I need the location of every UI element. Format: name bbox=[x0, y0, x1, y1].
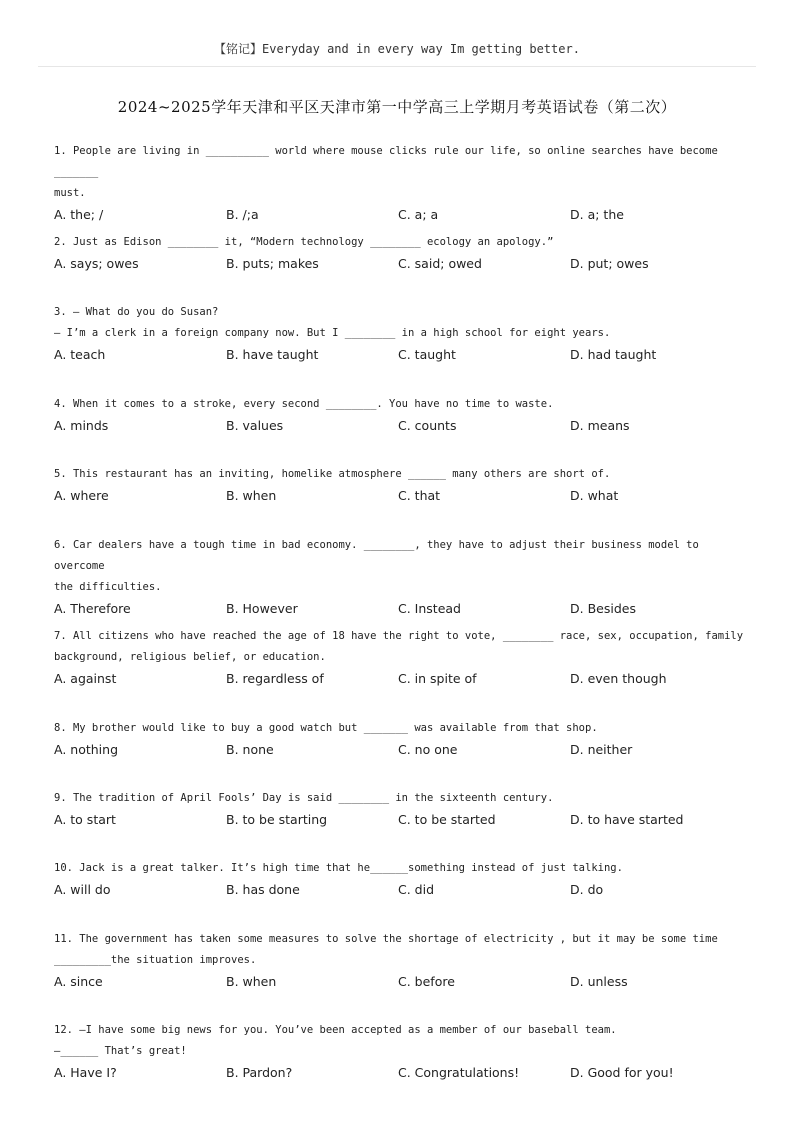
option-d: D. Good for you! bbox=[570, 1065, 674, 1080]
option-b: B. /;a bbox=[226, 207, 259, 222]
option-c: C. to be started bbox=[398, 812, 496, 827]
option-b: B. when bbox=[226, 488, 277, 503]
option-c: C. Instead bbox=[398, 601, 461, 616]
option-d: D. to have started bbox=[570, 812, 684, 827]
option-a: A. the; / bbox=[54, 207, 104, 222]
option-b: B. puts; makes bbox=[226, 256, 319, 271]
question-3 bbox=[54, 302, 744, 365]
option-d: D. do bbox=[570, 882, 604, 897]
question-stem-line: 8. My brother would like to buy a good watch but _______ was available from that shop. bbox=[54, 722, 598, 734]
option-a: A. will do bbox=[54, 882, 111, 897]
options-row bbox=[54, 205, 744, 225]
option-d: D. unless bbox=[570, 974, 628, 989]
option-b: B. However bbox=[226, 601, 298, 616]
options-row bbox=[54, 345, 744, 365]
option-b: B. has done bbox=[226, 882, 300, 897]
option-d: D. Besides bbox=[570, 601, 636, 616]
option-b: B. values bbox=[226, 418, 284, 433]
question-stem-line: 1. People are living in __________ world where mouse clicks rule our life, so online searches have become _______ bbox=[54, 145, 725, 178]
option-c: C. that bbox=[398, 488, 441, 503]
option-d: D. what bbox=[570, 488, 619, 503]
option-c: C. taught bbox=[398, 347, 456, 362]
option-a: A. Therefore bbox=[54, 601, 131, 616]
option-b: B. regardless of bbox=[226, 671, 324, 686]
option-a: A. Have I? bbox=[54, 1065, 117, 1080]
option-c: C. counts bbox=[398, 418, 457, 433]
question-stem-line: the difficulties. bbox=[54, 581, 162, 593]
page-header: 【铭记】Everyday and in every way Im getting better. bbox=[214, 42, 580, 56]
question-stem-line: — I’m a clerk in a foreign company now. But I ________ in a high school for eight years. bbox=[54, 327, 611, 339]
question-9 bbox=[54, 788, 744, 830]
option-a: A. says; owes bbox=[54, 256, 139, 271]
options-row bbox=[54, 416, 744, 436]
option-b: B. none bbox=[226, 742, 274, 757]
question-stem-line: 12. —I have some big news for you. You’ve been accepted as a member of our baseball team. bbox=[54, 1024, 617, 1036]
question-6 bbox=[54, 535, 744, 619]
question-stem-line: _________the situation improves. bbox=[54, 954, 257, 966]
option-c: C. in spite of bbox=[398, 671, 477, 686]
options-row bbox=[54, 599, 744, 619]
options-row bbox=[54, 880, 744, 900]
question-12 bbox=[54, 1020, 744, 1083]
option-a: A. minds bbox=[54, 418, 109, 433]
option-d: D. put; owes bbox=[570, 256, 649, 271]
options-row bbox=[54, 740, 744, 760]
options-row bbox=[54, 254, 744, 274]
question-5 bbox=[54, 464, 744, 506]
question-stem-line: 11. The government has taken some measures to solve the shortage of electricity , but it may be some time bbox=[54, 933, 718, 945]
option-d: D. even though bbox=[570, 671, 667, 686]
question-2 bbox=[54, 232, 744, 274]
options-row bbox=[54, 972, 744, 992]
option-c: C. before bbox=[398, 974, 455, 989]
option-a: A. to start bbox=[54, 812, 116, 827]
page-title: 2024~2025学年天津和平区天津市第一中学高三上学期月考英语试卷（第二次） bbox=[117, 98, 677, 116]
question-4 bbox=[54, 394, 744, 436]
question-stem-line: background, religious belief, or education. bbox=[54, 651, 326, 663]
question-stem-line: 6. Car dealers have a tough time in bad economy. ________, they have to adjust their business model to overcome bbox=[54, 539, 706, 572]
question-stem-line: 7. All citizens who have reached the age of 18 have the right to vote, ________ race, sex, occupation, family bbox=[54, 630, 744, 642]
option-c: C. no one bbox=[398, 742, 458, 757]
header-divider bbox=[38, 66, 756, 67]
question-stem-line: 10. Jack is a great talker. It’s high time that he______something instead of just talking. bbox=[54, 862, 623, 874]
question-8 bbox=[54, 718, 744, 760]
option-c: C. Congratulations! bbox=[398, 1065, 520, 1080]
option-a: A. against bbox=[54, 671, 117, 686]
option-c: C. a; a bbox=[398, 207, 439, 222]
options-row bbox=[54, 486, 744, 506]
option-b: B. to be starting bbox=[226, 812, 328, 827]
option-b: B. when bbox=[226, 974, 277, 989]
question-10 bbox=[54, 858, 744, 900]
option-b: B. have taught bbox=[226, 347, 319, 362]
question-1 bbox=[54, 141, 744, 225]
option-d: D. neither bbox=[570, 742, 633, 757]
option-d: D. a; the bbox=[570, 207, 624, 222]
option-a: A. teach bbox=[54, 347, 106, 362]
option-d: D. means bbox=[570, 418, 630, 433]
question-stem-line: 9. The tradition of April Fools’ Day is said ________ in the sixteenth century. bbox=[54, 792, 554, 804]
options-row bbox=[54, 810, 744, 830]
option-a: A. where bbox=[54, 488, 109, 503]
option-a: A. nothing bbox=[54, 742, 119, 757]
question-stem-line: 5. This restaurant has an inviting, homelike atmosphere ______ many others are short of. bbox=[54, 468, 611, 480]
option-c: C. did bbox=[398, 882, 435, 897]
question-stem-line: 4. When it comes to a stroke, every second ________. You have no time to waste. bbox=[54, 398, 554, 410]
option-a: A. since bbox=[54, 974, 103, 989]
question-stem-line: must. bbox=[54, 187, 86, 199]
options-row bbox=[54, 669, 744, 689]
question-stem-line: 2. Just as Edison ________ it, “Modern technology ________ ecology an apology.” bbox=[54, 236, 554, 248]
option-b: B. Pardon? bbox=[226, 1065, 293, 1080]
question-11 bbox=[54, 929, 744, 992]
question-stem-line: 3. — What do you do Susan? bbox=[54, 306, 219, 318]
option-d: D. had taught bbox=[570, 347, 657, 362]
option-c: C. said; owed bbox=[398, 256, 482, 271]
question-stem-line: —______ That’s great! bbox=[54, 1045, 187, 1057]
options-row bbox=[54, 1063, 744, 1083]
question-7 bbox=[54, 626, 744, 689]
